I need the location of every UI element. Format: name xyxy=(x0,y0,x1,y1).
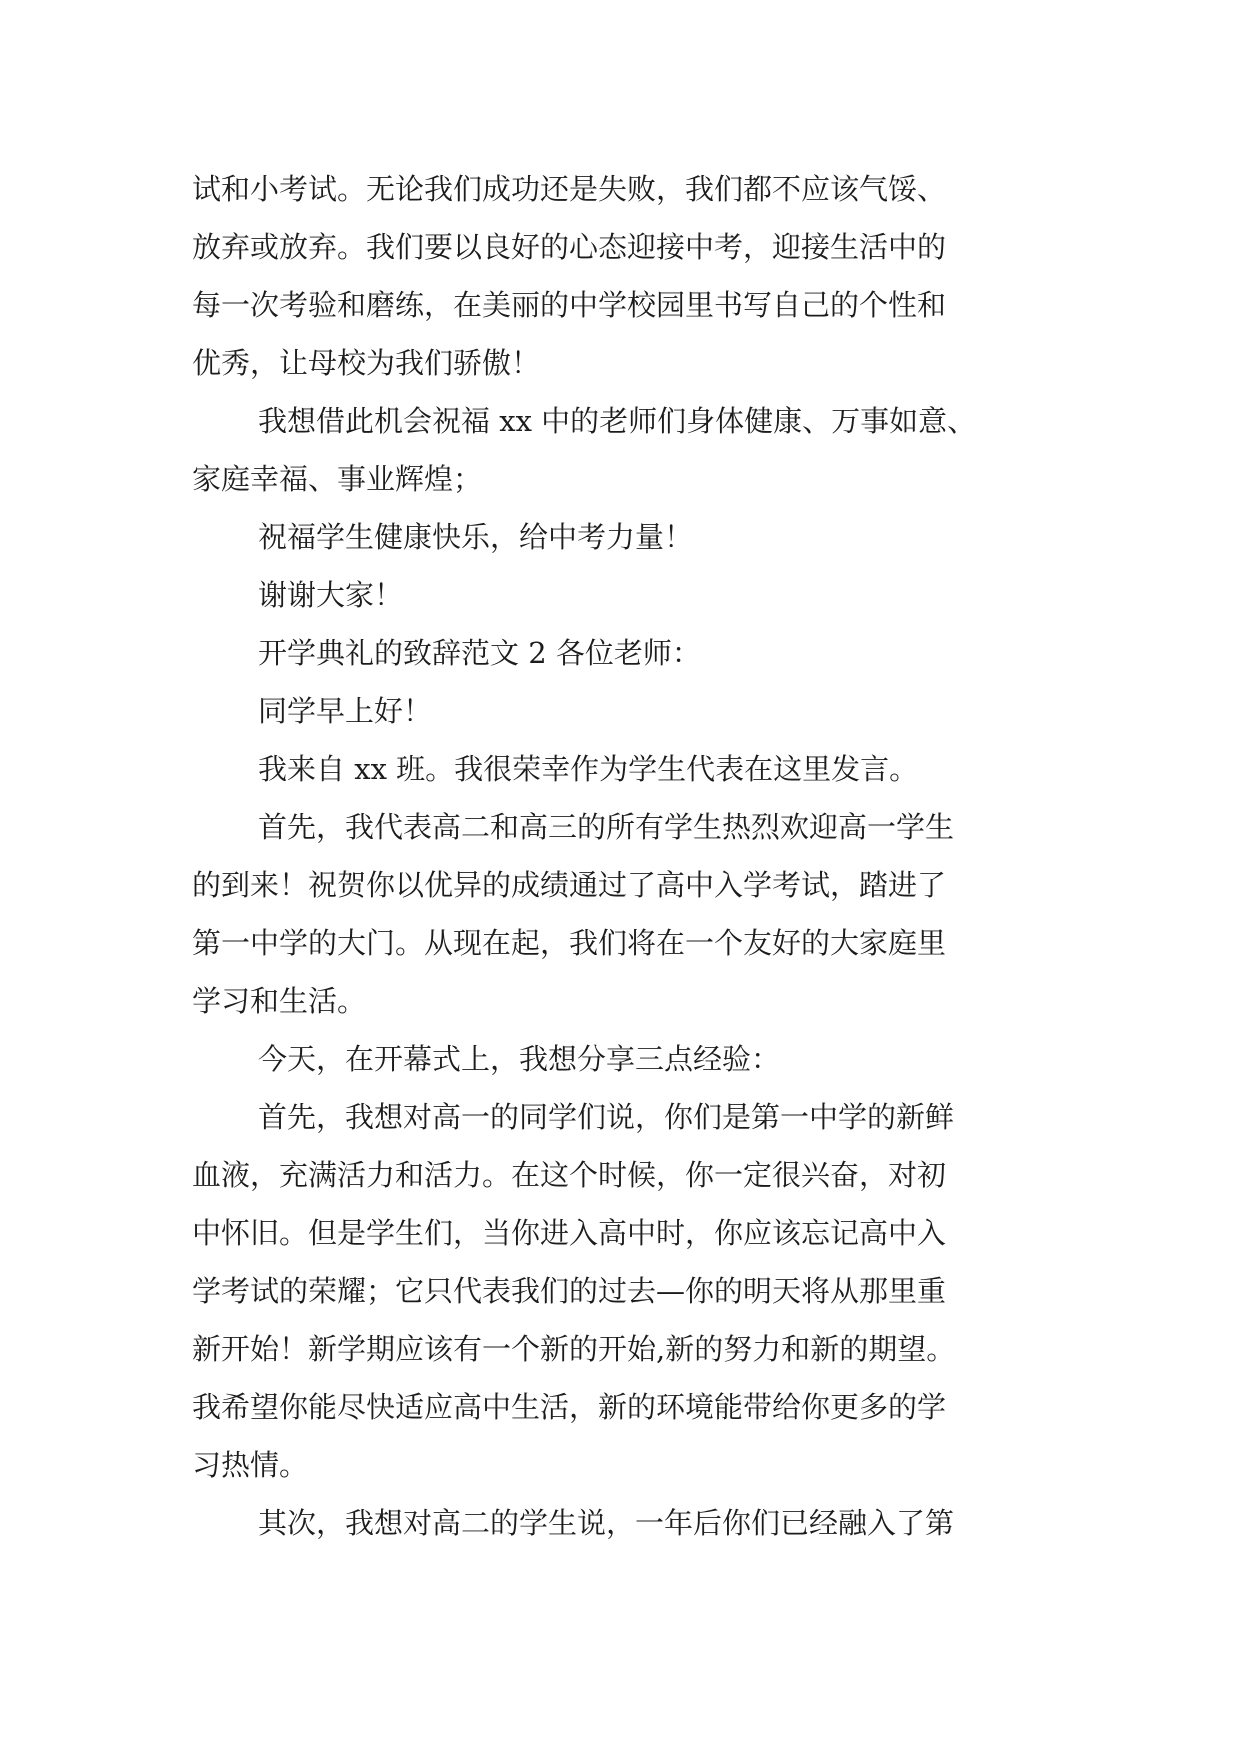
text-line: 中怀旧。但是学生们，当你进入高中时，你应该忘记高中入 xyxy=(192,1216,947,1250)
text-line: 第一中学的大门。从现在起，我们将在一个友好的大家庭里 xyxy=(192,926,947,960)
text-line: 我希望你能尽快适应高中生活，新的环境能带给你更多的学 xyxy=(192,1390,947,1424)
paragraph-4 xyxy=(192,566,1072,624)
paragraph-5 xyxy=(192,624,1072,682)
paragraph-11 xyxy=(192,1494,1072,1552)
text-line: 其次，我想对高二的学生说，一年后你们已经融入了第 xyxy=(258,1506,955,1540)
text-line: 祝福学生健康快乐，给中考力量！ xyxy=(258,520,694,554)
text-line: 今天，在开幕式上，我想分享三点经验： xyxy=(258,1042,781,1076)
paragraph-6 xyxy=(192,682,1072,740)
text-line: 首先，我想对高一的同学们说，你们是第一中学的新鲜 xyxy=(258,1100,955,1134)
paragraph-2 xyxy=(192,392,1072,508)
text-line: 优秀，让母校为我们骄傲！ xyxy=(192,346,541,380)
text-line: 血液，充满活力和活力。在这个时候，你一定很兴奋，对初 xyxy=(192,1158,947,1192)
paragraph-9 xyxy=(192,1030,1072,1088)
text-line: 试和小考试。无论我们成功还是失败，我们都不应该气馁、 xyxy=(192,172,947,206)
text-line: 我想借此机会祝福 xx 中的老师们身体健康、万事如意、 xyxy=(258,404,977,438)
text-line: 同学早上好！ xyxy=(258,694,433,728)
text-line: 谢谢大家！ xyxy=(258,578,404,612)
paragraph-10 xyxy=(192,1088,1072,1494)
text-line: 习热情。 xyxy=(192,1448,309,1482)
paragraph-3 xyxy=(192,508,1072,566)
document-body xyxy=(192,160,1072,1552)
text-line: 每一次考验和磨练，在美丽的中学校园里书写自己的个性和 xyxy=(192,288,947,322)
paragraph-7 xyxy=(192,740,1072,798)
text-line: 我来自 xx 班。我很荣幸作为学生代表在这里发言。 xyxy=(258,752,919,786)
text-line: 放弃或放弃。我们要以良好的心态迎接中考，迎接生活中的 xyxy=(192,230,947,264)
text-line: 学考试的荣耀；它只代表我们的过去—你的明天将从那里重 xyxy=(192,1274,947,1308)
text-line: 家庭幸福、事业辉煌； xyxy=(192,462,483,496)
text-line: 学习和生活。 xyxy=(192,984,367,1018)
text-line: 新开始！新学期应该有一个新的开始,新的努力和新的期望。 xyxy=(192,1332,956,1366)
text-line: 首先，我代表高二和高三的所有学生热烈欢迎高一学生 xyxy=(258,810,955,844)
paragraph-1 xyxy=(192,160,1072,392)
text-line: 的到来！祝贺你以优异的成绩通过了高中入学考试，踏进了 xyxy=(192,868,947,902)
text-line: 开学典礼的致辞范文 2 各位老师： xyxy=(258,636,701,670)
paragraph-8 xyxy=(192,798,1072,1030)
